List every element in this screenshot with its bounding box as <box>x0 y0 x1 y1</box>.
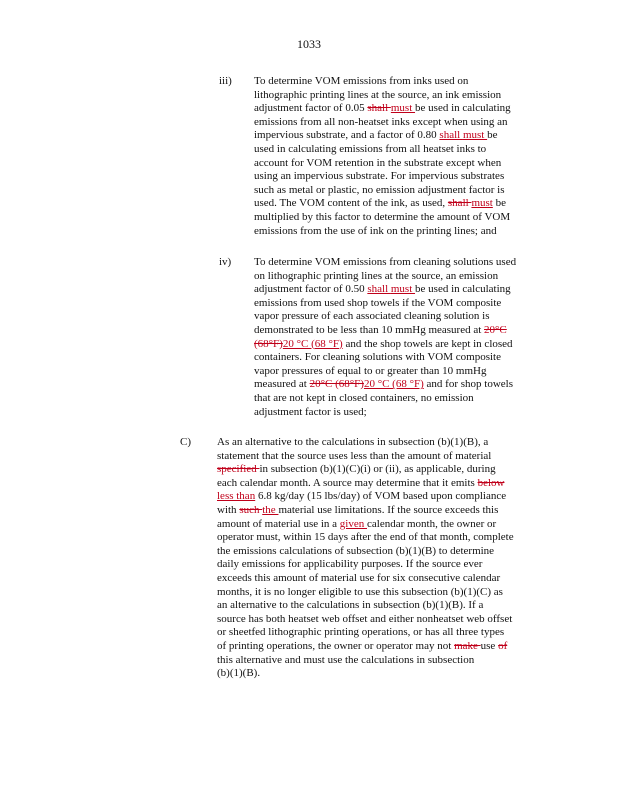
inserted-text: 20 °C (68 °F) <box>363 378 424 391</box>
item-iv-paragraph: To determine VOM emissions from cleaning solutions used on lithographic printing lines at the source, an emission adjustment factor of 0.50 shall must be used in calculating emissions from used shop towels if the VOM composite vapor pressure of each associated cleaning solution is demonstrated to be less than 10 mmHg measured at 20°C (68°F)20 °C (68 °F) and the shop towels are kept in closed containers. For cleaning solutions with VOM composite vapor pressures of equal to or greater than 10 mmHg measured at 20°C (68°F)20 °C (68 °F) and for shop towels that are not kept in closed containers, no emission adjustment factor is used; <box>254 256 517 418</box>
deleted-text: below <box>477 476 505 489</box>
inserted-text: the <box>262 503 279 516</box>
deleted-text: shall <box>447 197 472 210</box>
inserted-text: must <box>471 197 493 210</box>
page-number: 1033 <box>297 37 321 51</box>
inserted-text: less than <box>217 490 256 503</box>
deleted-text: such <box>239 503 263 516</box>
item-c-label: C) <box>180 436 191 448</box>
deleted-text: 20°C <box>484 323 507 336</box>
deleted-text: (68°F) <box>254 337 283 350</box>
inserted-text: given <box>339 517 367 530</box>
deleted-text: of <box>498 639 508 652</box>
deleted-text: specified <box>217 463 260 476</box>
deleted-text: 20°C (68°F) <box>309 378 364 391</box>
inserted-text: must <box>390 283 416 296</box>
item-c-paragraph: As an alternative to the calculations in subsection (b)(1)(B), a statement that the source uses less than the amount of material specified in subsection (b)(1)(C)(i) or (ii), as applicable, during each calendar month. A source may determine that it emits below less than 6.8 kg/day (15 lbs/day) of VOM based upon compliance with such the material use limitations. If the source exceeds this amount of material use in a given calendar month, the owner or operator must, within 15 days after the end of that month, complete the emissions calculations of subsection (b)(1)(B) to determine daily emissions for applicability purposes. If the source ever exceeds this amount of material use for six consecutive calendar months, it is no longer eligible to use this subsection (b)(1)(C) as an alternative to the calculations in subsection (b)(1)(B). If a source has both heatset web offset and either nonheatset web offset or sheetfed lithographic printing operations, or has all three types of printing operations, the owner or operator may not make use of this alternative and must use the calculations in subsection (b)(1)(B). <box>217 436 514 680</box>
inserted-text: must <box>462 129 488 142</box>
deleted-text: shall <box>367 102 391 115</box>
deleted-text: make <box>454 639 481 652</box>
inserted-text: must <box>390 102 416 115</box>
item-iv-label: iv) <box>219 256 232 268</box>
inserted-text: shall <box>367 283 391 296</box>
item-iii-paragraph: To determine VOM emissions from inks used on lithographic printing lines at the source, an ink emission adjustment factor of 0.05 shall must be used in calculating emissions from all non-heatset inks except when using an impervious substrate, and a factor of 0.80 shall must be used in calculating emissions from all heatset inks to account for VOM retention in the substrate except when using an impervious substrate. For impervious substrates such as metal or plastic, no emission adjustment factor is used. The VOM content of the ink, as used, shall must be multiplied by this factor to determine the amount of VOM emissions from the use of ink on the printing lines; and <box>254 75 511 237</box>
inserted-text: 20 °C (68 °F) <box>282 337 343 350</box>
inserted-text: shall <box>439 129 463 142</box>
item-iii-label: iii) <box>219 75 232 87</box>
